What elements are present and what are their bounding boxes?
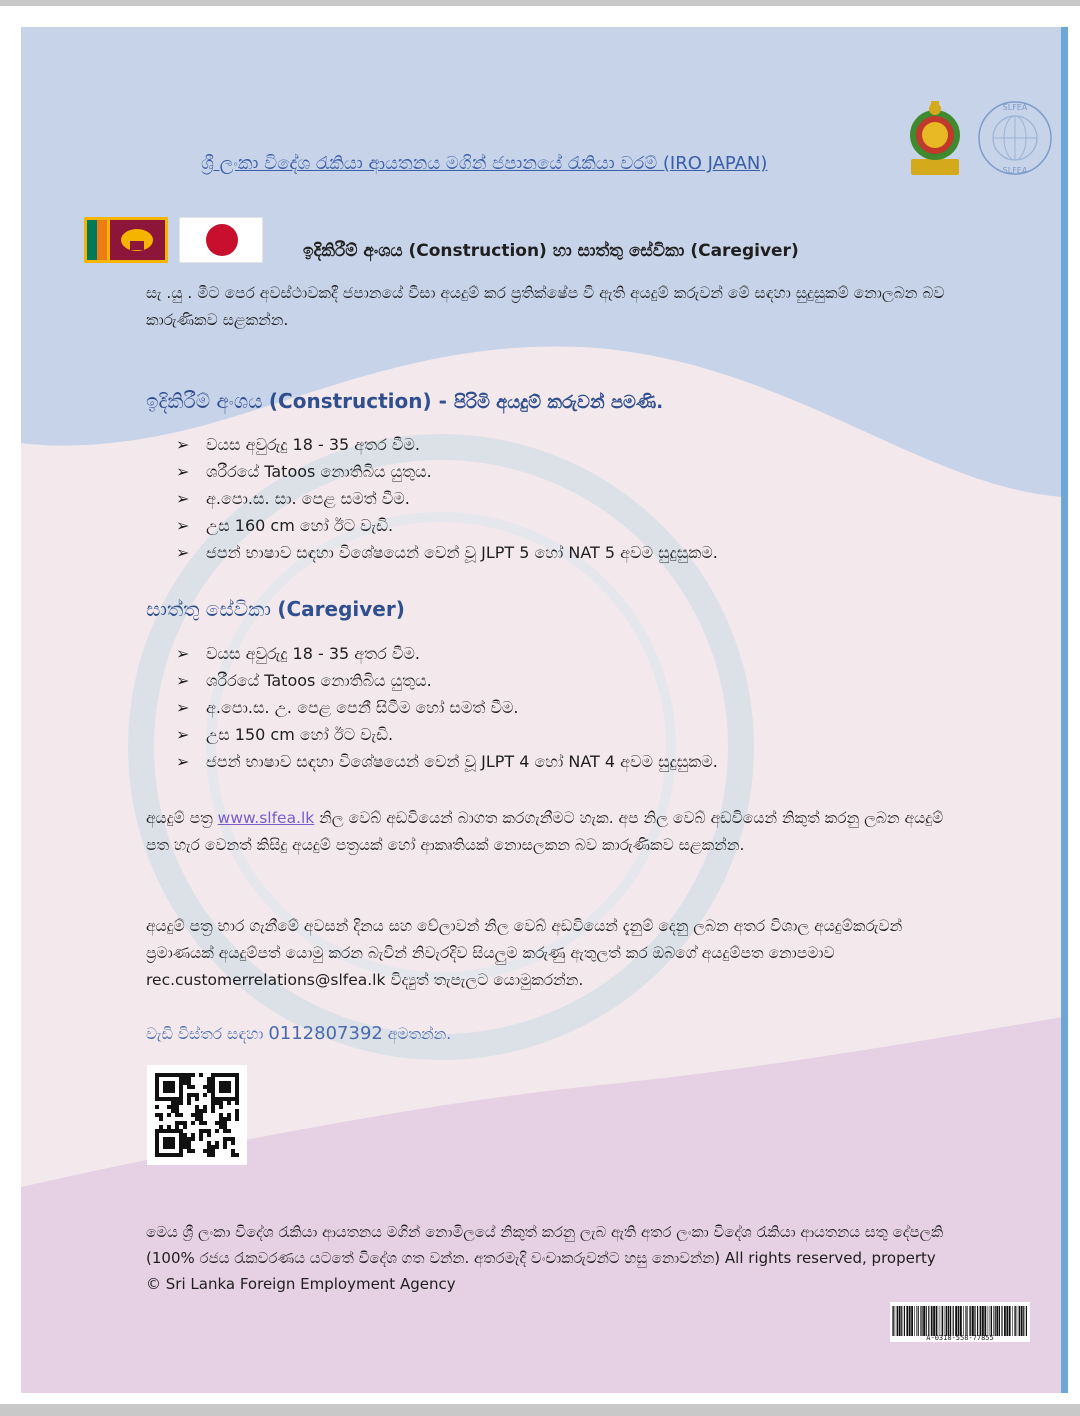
bullet-arrow-icon: ➢ — [176, 543, 190, 562]
list-item: ➢ අ.පො.ස. උ. පෙළ පෙනී සිටීම හෝ සමත් වීම. — [176, 694, 718, 721]
phone-number[interactable]: 0112807392 — [268, 1023, 383, 1044]
slfea-logo-text-bottom: SLFEA — [1002, 166, 1028, 175]
footer-text: මෙය ශ්‍රී ලංකා විදේශ රැකියා ආයතනය මගින් නොමිලයේ නිකුත් කරනු ලැබ ඇති අතර ලංකා විදේශ රැකියා ආයතනය සතු දේපලකි (100% රජය රැකවරණය යටතේ විදේශ ගත වන්න. අතරමැදි වංචාකරුවන්ට හසු නොවන්න) All rights reserved, property © Sri Lanka Foreign Employment Agency — [146, 1223, 944, 1293]
bullet-arrow-icon: ➢ — [176, 671, 190, 690]
construction-criteria-list — [176, 431, 718, 566]
notice-text: සැ .යු . මීට පෙර අවස්ථාවකදී ජපානයේ වීසා අයදුම් කර ප්‍රතික්ෂේප වී ඇති අයදුම් කරුවන් මේ සඳහා සුදුසුකම් නොලබන බව කාරුණිකව සළකන්න. — [146, 284, 945, 329]
bullet-arrow-icon: ➢ — [176, 435, 190, 454]
subtitle: ඉදිකිරීම් අංශය (Construction) හා සාත්තු සේවිකා (Caregiver) — [303, 241, 799, 261]
japan-flag-disc — [206, 224, 238, 256]
contact-line: වැඩි විස්තර සඳහා 0112807392 අමතන්න. — [146, 1023, 452, 1044]
bullet-arrow-icon: ➢ — [176, 752, 190, 771]
deadline-paragraph: අයදුම් පත්‍ර භාර ගැනීමේ අවසන් දිනය සහ වේලාවන් නිල වෙබ් අඩවියෙන් දැනුම් දෙනු ලබන අතර විශාල අයදුම්කරුවන් ප්‍රමාණයක් අයදුම්පත් යොමු කරන බැවින් නිවැරදිව සියලුම කරුණු ඇතුලත් කර ඔබගේ අයදුම්පත නොපමාව rec.customerrelations@slfea.lk විද්‍යුත් තැපැලට යොමුකරන්න. — [146, 917, 903, 989]
list-item: ➢ අ.පො.ස. සා. පෙළ සමත් වීම. — [176, 485, 718, 512]
bullet-arrow-icon: ➢ — [176, 516, 190, 535]
flyer-page — [21, 27, 1063, 1393]
construction-title-en: (Construction) - — [268, 389, 454, 413]
bullet-arrow-icon: ➢ — [176, 489, 190, 508]
application-paragraph: අයදුම් පත්‍ර www.slfea.lk නිල වෙබ් අඩවියෙන් බාගත කරගැනීමට හැක. අප නිල වෙබ් අඩවියෙන් නිකුත් කරනු ලබන අයදුම් පත හැර වෙනත් කිසිදු අයදුම් පත්‍රයක් හෝ ආකෘතියක් නොසලකන බව කාරුණිකව සළකන්න. — [146, 809, 944, 854]
bullet-arrow-icon: ➢ — [176, 698, 190, 717]
barcode-number: A-0318-558-77855 — [926, 1334, 994, 1342]
page-header-title: ශ්‍රී ලංකා විදේශ රැකියා ආයතනය මගින් ජපානයේ රැකියා වරම් (IRO JAPAN) — [201, 153, 768, 174]
top-border — [0, 0, 1080, 6]
bullet-arrow-icon: ➢ — [176, 725, 190, 744]
list-item: ➢ ශරීරයේ Tatoos නොතිබිය යුතුය. — [176, 667, 718, 694]
right-edge-stripe — [1061, 27, 1068, 1393]
qr-code-graphic — [147, 1065, 247, 1165]
list-item: ➢ උස 160 cm හෝ ඊට වැඩි. — [176, 512, 718, 539]
caregiver-title-si: සාත්තු සේවිකා — [146, 597, 278, 621]
caregiver-title-en: (Caregiver) — [277, 597, 405, 621]
slfea-globe-logo-icon — [976, 99, 1054, 177]
construction-title — [146, 389, 663, 413]
qr-code-icon[interactable] — [147, 1065, 247, 1165]
list-item: ➢ උස 150 cm හෝ ඊට වැඩි. — [176, 721, 718, 748]
bullet-arrow-icon: ➢ — [176, 644, 190, 663]
japan-flag-icon — [179, 217, 263, 263]
bottom-border — [0, 1404, 1080, 1416]
sri-lanka-flag-icon — [84, 217, 168, 263]
list-item: ➢ වයස අවුරුදු 18 - 35 අතර වීම. — [176, 431, 718, 458]
list-item: ➢ ශරීරයේ Tatoos නොතිබිය යුතුය. — [176, 458, 718, 485]
caregiver-title — [146, 597, 405, 621]
bullet-arrow-icon: ➢ — [176, 462, 190, 481]
list-item: ➢ ජපන් භාෂාව සඳහා විශේෂයෙන් වෙන් වූ JLPT 4 හෝ NAT 4 අවම සුදුසුකම. — [176, 748, 718, 775]
caregiver-criteria-list — [176, 640, 718, 775]
construction-title-si: ඉදිකිරීම් අංශය — [146, 389, 269, 413]
list-item: ➢ වයස අවුරුදු 18 - 35 අතර වීම. — [176, 640, 718, 667]
list-item: ➢ ජපන් භාෂාව සඳහා විශේෂයෙන් වෙන් වූ JLPT 5 හෝ NAT 5 අවම සුදුසුකම. — [176, 539, 718, 566]
construction-title-si2: පිරිමි අයදුම් කරුවන් පමණි. — [453, 392, 664, 413]
sri-lanka-emblem-icon — [907, 99, 963, 179]
slfea-logo-text: SLFEA — [1002, 103, 1028, 112]
slfea-website-link[interactable]: www.slfea.lk — [217, 809, 315, 827]
